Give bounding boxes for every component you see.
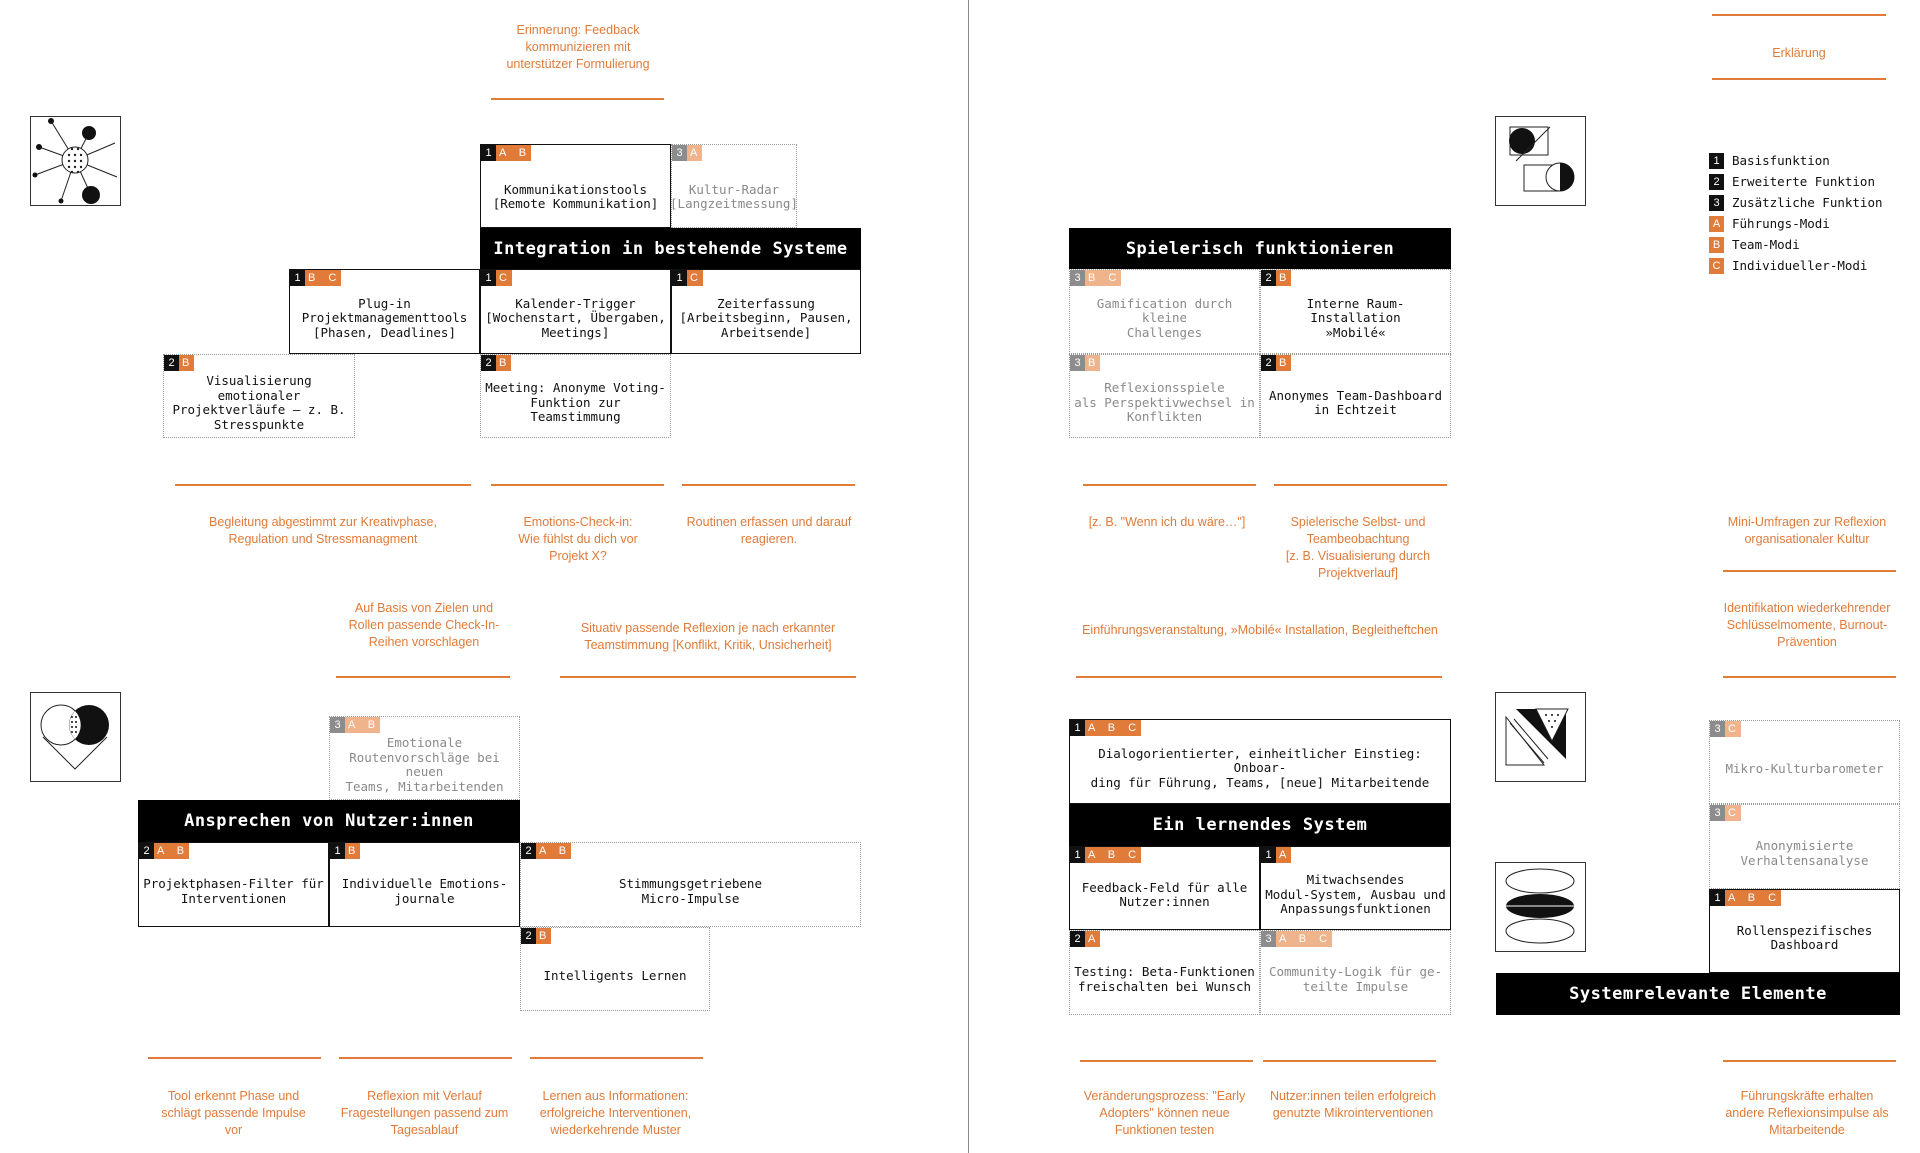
- legend-label: Team-Modi: [1732, 237, 1800, 252]
- section-header-spielerisch: Spielerisch funktionieren: [1069, 228, 1451, 269]
- note-underline: [560, 676, 856, 678]
- mode-badge: B: [1085, 355, 1100, 371]
- feature-box-micro-impulse: [520, 842, 861, 927]
- mode-badge: B: [179, 355, 194, 371]
- legend-item: [1709, 171, 1883, 192]
- legend-badge: B: [1709, 237, 1724, 253]
- note-identifikation: Identifikation wiederkehrender Schlüsselmomente, Burnout- Prävention: [1723, 601, 1891, 649]
- level-badge: 1: [1070, 847, 1085, 863]
- level-badge: 3: [1710, 721, 1725, 737]
- level-badge: 3: [1070, 355, 1085, 371]
- legend-item: [1709, 192, 1883, 213]
- level-badge: 1: [1261, 847, 1276, 863]
- mode-badge: A: [1276, 847, 1291, 863]
- note-selbstbeobachtung: Spielerische Selbst- und Teambeobachtung [z. B. Visualisierung durch Projektverlauf]: [1285, 515, 1431, 580]
- level-badge: 2: [139, 843, 154, 859]
- feature-label: Stimmungsgetriebene Micro-Impulse: [619, 876, 762, 906]
- feature-label: Mikro-Kulturbarometer: [1725, 760, 1884, 776]
- mode-badge: C: [1725, 721, 1741, 737]
- feature-box-onboarding: [1069, 719, 1451, 804]
- legend-badge: 3: [1709, 195, 1724, 211]
- legend-item: [1709, 150, 1883, 171]
- feature-box-reflexionsspiele: [1069, 354, 1260, 438]
- mode-badge: B: [1276, 355, 1291, 371]
- feature-box-feedback-feld: [1069, 846, 1260, 930]
- feature-label: Testing: Beta-Funktionen freischalten bei Wunsch: [1074, 964, 1255, 994]
- note-situativ: Situativ passende Reflexion je nach erkannter Teamstimmung [Konflikt, Kritik, Unsicherheit]: [580, 621, 836, 652]
- mode-badge: B: [1276, 270, 1291, 286]
- note-underline: [175, 484, 471, 486]
- legend-badge: C: [1709, 258, 1724, 274]
- feature-label: Plug-in Projektmanagementtools [Phasen, Deadlines]: [301, 295, 468, 340]
- note-underline: [1080, 1060, 1253, 1062]
- level-badge: 3: [330, 717, 345, 733]
- feature-box-visualisierung: [163, 354, 355, 438]
- feature-box-team-dashboard: [1260, 354, 1451, 438]
- legend-badge: A: [1709, 216, 1724, 232]
- note-einfuehrung: Einführungsveranstaltung, »Mobilé« Installation, Begleitheftchen: [1082, 623, 1438, 637]
- level-badge: 1: [290, 270, 305, 286]
- legend-label: Individueller-Modi: [1732, 258, 1868, 273]
- mode-badge: A B: [345, 717, 380, 733]
- note-underline: [339, 1057, 512, 1059]
- note-underline: [491, 484, 664, 486]
- feature-box-routenvorschlaege: [329, 716, 520, 800]
- level-badge: 1: [1710, 890, 1725, 906]
- feature-box-mikro-kulturbarometer: [1709, 720, 1900, 804]
- level-badge: 3: [1261, 931, 1276, 947]
- note-underline: [1263, 1060, 1436, 1062]
- feature-label: Zeiterfassung [Arbeitsbeginn, Pausen, Arbeitsende]: [679, 295, 853, 340]
- feature-box-projektphasen-filter: [138, 842, 329, 927]
- feature-label: Rollenspezifisches Dashboard: [1736, 922, 1873, 952]
- feature-label: Emotionale Routenvorschläge bei neuen Teams, Mitarbeitenden: [345, 735, 504, 794]
- level-badge: 2: [1261, 270, 1276, 286]
- mode-badge: A B: [154, 843, 189, 859]
- legend-badge: 2: [1709, 174, 1724, 190]
- section-header-ansprechen: Ansprechen von Nutzer:innen: [138, 800, 520, 842]
- section-header-lernend: Ein lernendes System: [1069, 804, 1451, 846]
- mode-badge: C: [496, 270, 512, 286]
- feature-box-modul-system: [1260, 846, 1451, 930]
- level-badge: 2: [1261, 355, 1276, 371]
- feature-box-rollenspezifisches-dashboard: [1709, 889, 1900, 973]
- feature-label: Intelligents Lernen: [543, 967, 687, 983]
- feature-label: Kalender-Trigger [Wochenstart, Übergaben, Meetings]: [485, 295, 666, 340]
- feature-box-kalender-trigger: [480, 269, 671, 354]
- mode-badge: B: [345, 843, 360, 859]
- note-underline: [1712, 78, 1886, 80]
- mode-badge: A B: [536, 843, 571, 859]
- feature-label: Dialogorientierter, einheitlicher Einstieg: Onboar- ding für Führung, Teams, [neue] Mitarbeitende: [1090, 745, 1430, 790]
- venn-heart-icon: [30, 692, 121, 782]
- legend-label: Zusätzliche Funktion: [1732, 195, 1883, 210]
- note-underline: [491, 98, 664, 100]
- feature-label: Feedback-Feld für alle Nutzer:innen: [1081, 879, 1248, 909]
- level-badge: 2: [1070, 931, 1085, 947]
- page-divider: [968, 0, 969, 1153]
- level-badge: 1: [1070, 720, 1085, 736]
- note-underline: [1712, 14, 1886, 16]
- feature-label: Visualisierung emotionaler Projektverläufe – z. B. Stresspunkte: [172, 373, 346, 432]
- level-badge: 1: [481, 270, 496, 286]
- triangles-icon: [1495, 692, 1586, 782]
- mode-badge: B C: [305, 270, 341, 286]
- network-icon: [30, 116, 121, 206]
- mode-badge: B: [536, 928, 551, 944]
- feature-box-kultur-radar: [671, 144, 797, 228]
- legend: [1709, 150, 1883, 276]
- note-begleitung: Begleitung abgestimmt zur Kreativphase, Regulation und Stressmanagment: [209, 515, 437, 546]
- note-veraenderung: Veränderungsprozess: "Early Adopters" können neue Funktionen testen: [1083, 1089, 1246, 1137]
- level-badge: 3: [672, 145, 687, 161]
- note-underline: [1723, 1060, 1896, 1062]
- feature-box-intelligents-lernen: [520, 927, 710, 1011]
- feature-box-gamification: [1069, 269, 1260, 354]
- feature-label: Reflexionsspiele als Perspektivwechsel in Konflikten: [1074, 380, 1255, 425]
- note-reflexion-verlauf: Reflexion mit Verlauf Fragestellungen passend zum Tagesablauf: [340, 1089, 509, 1137]
- section-header-systemrelevant: Systemrelevante Elemente: [1496, 973, 1900, 1015]
- level-badge: 2: [521, 928, 536, 944]
- mode-badge: A B C: [1725, 890, 1781, 906]
- feature-box-zeiterfassung: [671, 269, 861, 354]
- level-badge: 3: [1070, 270, 1085, 286]
- note-lernen-aus: Lernen aus Informationen: erfolgreiche Interventionen, wiederkehrende Muster: [539, 1089, 692, 1137]
- legend-label: Basisfunktion: [1732, 153, 1830, 168]
- legend-label: Führungs-Modi: [1732, 216, 1830, 231]
- feature-box-plug-in: [289, 269, 480, 354]
- level-badge: 1: [672, 270, 687, 286]
- feature-label: Individuelle Emotions- journale: [341, 876, 508, 906]
- mode-badge: C: [687, 270, 703, 286]
- feature-box-emotionsjournale: [329, 842, 520, 927]
- feature-label: Kultur-Radar [Langzeitmessung]: [670, 181, 798, 211]
- note-routinen: Routinen erfassen und darauf reagieren.: [686, 515, 852, 546]
- feature-label: Interne Raum-Installation »Mobilé«: [1306, 295, 1405, 340]
- note-underline: [1723, 570, 1896, 572]
- note-erklaerung: Erklärung: [1772, 46, 1826, 60]
- level-badge: 2: [521, 843, 536, 859]
- overlap-circles-icon: [1495, 116, 1586, 206]
- stacked-ellipses-icon: [1495, 862, 1586, 952]
- section-header-integration: Integration in bestehende Systeme: [480, 228, 861, 269]
- feature-label: Community-Logik für ge- teilte Impulse: [1268, 964, 1443, 994]
- note-underline: [682, 484, 855, 486]
- note-underline: [1723, 676, 1896, 678]
- mode-badge: A B C: [1276, 931, 1332, 947]
- note-underline: [530, 1057, 703, 1059]
- level-badge: 2: [164, 355, 179, 371]
- mode-badge: A B: [496, 145, 531, 161]
- legend-label: Erweiterte Funktion: [1732, 174, 1875, 189]
- note-underline: [148, 1057, 321, 1059]
- level-badge: 2: [481, 355, 496, 371]
- note-check-in-reihen: Auf Basis von Zielen und Rollen passende Check-In- Reihen vorschlagen: [348, 601, 500, 649]
- mode-badge: A: [1085, 931, 1100, 947]
- level-badge: 1: [330, 843, 345, 859]
- feature-box-kommunikationstools: [480, 144, 671, 228]
- note-underline: [1076, 676, 1442, 678]
- level-badge: 1: [481, 145, 496, 161]
- feature-label: Anonymes Team-Dashboard in Echtzeit: [1268, 387, 1443, 417]
- feature-box-meeting-voting: [480, 354, 671, 438]
- feature-box-community-logik: [1260, 930, 1451, 1015]
- legend-item: [1709, 213, 1883, 234]
- mode-badge: A: [687, 145, 702, 161]
- mode-badge: A B C: [1085, 847, 1141, 863]
- legend-badge: 1: [1709, 153, 1724, 169]
- feature-label: Meeting: Anonyme Voting- Funktion zur Teamstimmung: [485, 380, 666, 425]
- mode-badge: B C: [1085, 270, 1121, 286]
- note-nutzer-teilen: Nutzer:innen teilen erfolgreich genutzte Mikrointerventionen: [1269, 1089, 1437, 1120]
- note-underline: [1274, 484, 1447, 486]
- note-underline: [336, 676, 510, 678]
- feature-label: Kommunikationstools [Remote Kommunikation]: [492, 181, 659, 211]
- legend-item: [1709, 234, 1883, 255]
- feature-label: Gamification durch kleine Challenges: [1096, 295, 1233, 340]
- feature-box-testing: [1069, 930, 1260, 1015]
- feature-box-raum-installation: [1260, 269, 1451, 354]
- note-erinnerung: Erinnerung: Feedback kommunizieren mit unterstützer Formulierung: [506, 23, 650, 71]
- note-tool-erkennt: Tool erkennt Phase und schlägt passende Impulse vor: [161, 1089, 306, 1137]
- feature-label: Mitwachsendes Modul-System, Ausbau und Anpassungsfunktionen: [1265, 872, 1446, 917]
- mode-badge: A B C: [1085, 720, 1141, 736]
- note-fuehrungskraefte: Führungskräfte erhalten andere Reflexionsimpulse als Mitarbeitende: [1725, 1089, 1889, 1137]
- note-wenn-ich: [z. B. "Wenn ich du wäre…"]: [1088, 515, 1246, 529]
- feature-label: Projektphasen-Filter für Interventionen: [143, 876, 324, 906]
- note-underline: [1083, 484, 1256, 486]
- note-mini-umfragen: Mini-Umfragen zur Reflexion organisationaler Kultur: [1727, 515, 1887, 546]
- level-badge: 3: [1710, 805, 1725, 821]
- note-emotions-check-in: Emotions-Check-in: Wie fühlst du dich vor Projekt X?: [518, 515, 638, 563]
- legend-item: [1709, 255, 1883, 276]
- mode-badge: B: [496, 355, 511, 371]
- feature-label: Anonymisierte Verhaltensanalyse: [1740, 838, 1869, 868]
- mode-badge: C: [1725, 805, 1741, 821]
- feature-box-verhaltensanalyse: [1709, 804, 1900, 889]
